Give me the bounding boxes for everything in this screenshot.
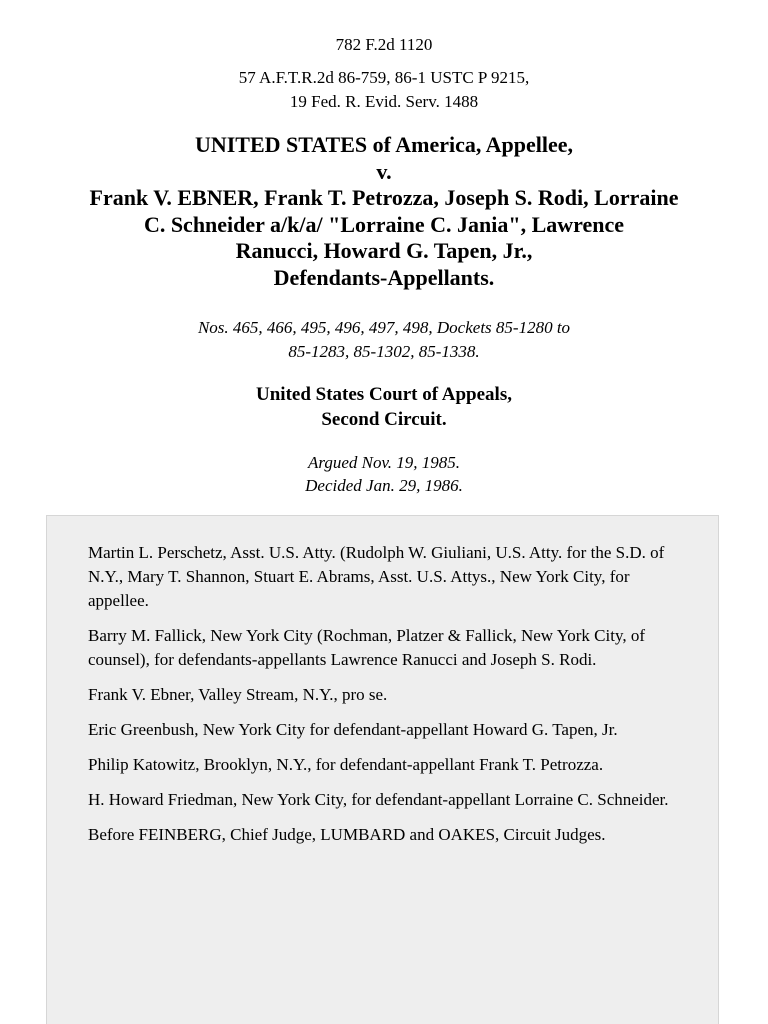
court-line: United States Court of Appeals, — [256, 384, 512, 405]
counsel-entry: Philip Katowitz, Brooklyn, N.Y., for defendant-appellant Frank T. Petrozza. — [88, 755, 604, 774]
court-name — [0, 382, 768, 432]
counsel-list — [88, 541, 688, 858]
argued-date: Argued Nov. 19, 1985. — [307, 453, 461, 472]
parallel-citations — [0, 66, 768, 114]
case-title-line: Frank V. EBNER, Frank T. Petrozza, Joseph S. Rodi, Lorraine — [89, 185, 679, 211]
counsel-entry: Martin L. Perschetz, Asst. U.S. Atty. (Rudolph W. Giuliani, U.S. Atty. for the S.D. of N.Y., Mary T. Shannon, Stuart E. Abrams, Asst. U.S. Attys., New York City, for appellee. — [88, 543, 665, 610]
parallel-citation-line: 57 A.F.T.R.2d 86-759, 86-1 USTC P 9215, — [238, 68, 530, 87]
case-title-line: Ranucci, Howard G. Tapen, Jr., — [235, 238, 533, 264]
reporter-citation-text: 782 F.2d 1120 — [335, 35, 433, 54]
counsel-section — [46, 515, 719, 1024]
counsel-entry: H. Howard Friedman, New York City, for defendant-appellant Lorraine C. Schneider. — [88, 790, 669, 809]
docket-line: Nos. 465, 466, 495, 496, 497, 498, Dockets 85-1280 to — [197, 318, 571, 337]
parallel-citation-line: 19 Fed. R. Evid. Serv. 1488 — [289, 92, 479, 111]
docket-line: 85-1283, 85-1302, 85-1338. — [288, 342, 480, 361]
case-title-line: v. — [376, 158, 392, 184]
case-title-line: C. Schneider a/k/a/ "Lorraine C. Jania", Lawrence — [143, 211, 625, 237]
decided-date: Decided Jan. 29, 1986. — [305, 476, 463, 495]
counsel-entry: Frank V. Ebner, Valley Stream, N.Y., pro se. — [88, 685, 388, 704]
docket-numbers — [0, 316, 768, 364]
case-dates — [0, 451, 768, 497]
case-title — [30, 132, 738, 292]
counsel-entry: Eric Greenbush, New York City for defendant-appellant Howard G. Tapen, Jr. — [88, 720, 618, 739]
case-title-line: UNITED STATES of America, Appellee, — [194, 132, 574, 157]
case-title-line: Defendants-Appellants. — [273, 264, 495, 290]
court-line: Second Circuit. — [321, 409, 447, 430]
counsel-entry: Barry M. Fallick, New York City (Rochman, Platzer & Fallick, New York City, of counsel), for defendants-appellants Lawrence Ranucci and Joseph S. Rodi. — [88, 626, 646, 669]
reporter-citation — [0, 33, 768, 57]
panel-judges: Before FEINBERG, Chief Judge, LUMBARD and OAKES, Circuit Judges. — [88, 825, 606, 844]
